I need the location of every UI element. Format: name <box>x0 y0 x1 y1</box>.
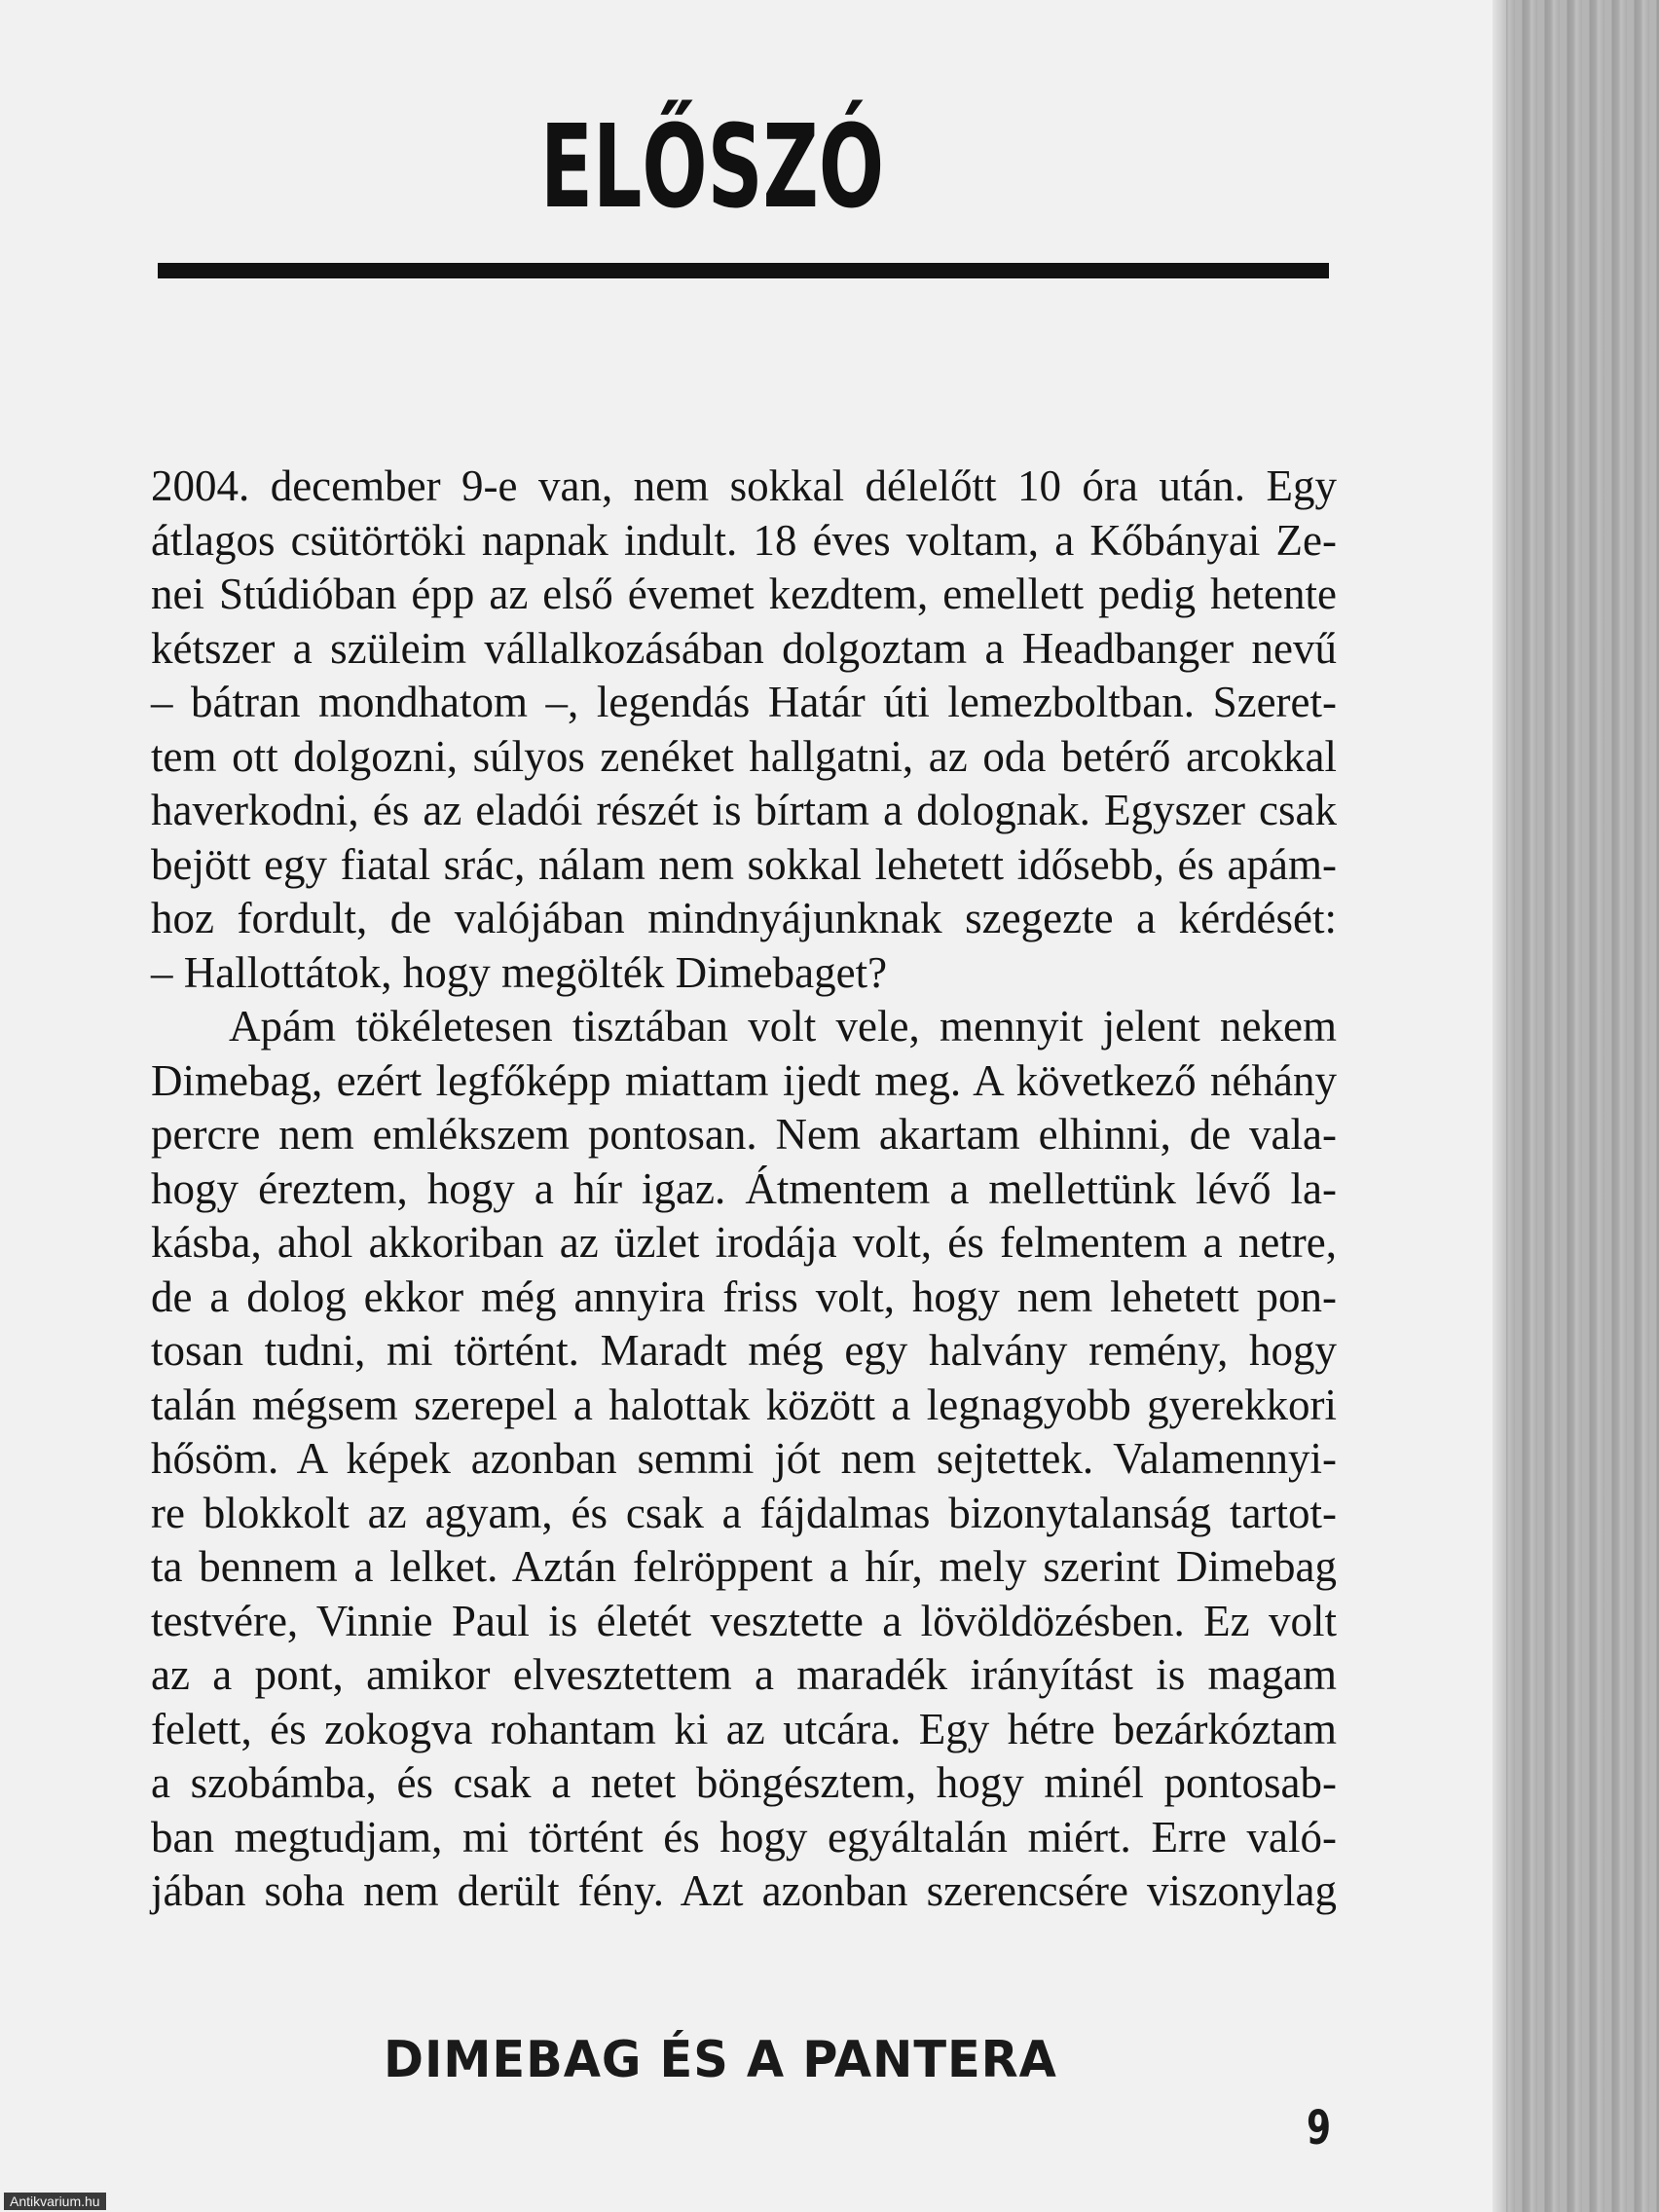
text-line: – bátran mondhatom –, legendás Határ úti lemezboltban. Szeret- <box>151 678 1337 726</box>
text-line: felett, és zokogva rohantam ki az utcára. Egy hétre bezárkóztam <box>151 1704 1337 1753</box>
text-line: percre nem emlékszem pontosan. Nem akartam elhinni, de vala- <box>151 1110 1337 1159</box>
text-line: hogy éreztem, hogy a hír igaz. Átmentem a mellettünk lévő la- <box>151 1163 1337 1213</box>
book-binding-edge <box>1493 0 1659 2212</box>
text-line: hoz fordult, de valójában mindnyájunknak szegezte a kérdését: <box>151 894 1337 942</box>
page-number: 9 <box>1307 2101 1332 2156</box>
text-line: kétszer a szüleim vállalkozásában dolgoztam a Headbanger nevű <box>151 623 1337 673</box>
text-line: a szobámba, és csak a netet böngésztem, hogy minél pontosab- <box>151 1758 1337 1807</box>
text-line: testvére, Vinnie Paul is életét vesztette a lövöldözésben. Ez volt <box>151 1596 1337 1645</box>
title-rule <box>158 263 1329 278</box>
text-line: talán mégsem szerepel a halottak között a legnagyobb gyerekkori <box>151 1380 1337 1429</box>
text-line: az a pont, amikor elvesztettem a maradék irányítást is magam <box>151 1650 1337 1699</box>
text-line: Dimebag, ezért legfőképp miattam ijedt meg. A következő néhány <box>151 1055 1337 1105</box>
text-line: jában soha nem derült fény. Azt azonban szerencsére viszonylag <box>151 1866 1337 1915</box>
text-line: – Hallottátok, hogy megölték Dimebaget? <box>151 947 888 997</box>
text-line: Apám tökéletesen tisztában volt vele, mennyit jelent nekem <box>229 1002 1337 1051</box>
text-line: haverkodni, és az eladói részét is bírtam a dolognak. Egyszer csak <box>151 786 1337 834</box>
text-line: kásba, ahol akkoriban az üzlet irodája volt, és felmentem a netre, <box>151 1218 1337 1267</box>
running-footer-book-title: DIMEBAG ÉS A PANTERA <box>384 2031 1057 2089</box>
chapter-title: ELŐSZÓ <box>540 99 885 234</box>
text-line: átlagos csütörtöki napnak indult. 18 éves voltam, a Kőbányai Ze- <box>151 515 1337 565</box>
text-line: re blokkolt az agyam, és csak a fájdalmas bizonytalanság tartot- <box>151 1488 1337 1537</box>
body-text <box>151 460 1337 1919</box>
text-line: de a dolog ekkor még annyira friss volt, hogy nem lehetett pon- <box>151 1272 1337 1321</box>
text-line: bejött egy fiatal srác, nálam nem sokkal lehetett idősebb, és apám- <box>151 839 1337 889</box>
text-line: nei Stúdióban épp az első évemet kezdtem, emellett pedig hetente <box>151 570 1337 618</box>
text-line: tem ott dolgozni, súlyos zenéket hallgatni, az oda betérő arcokkal <box>151 731 1337 781</box>
text-line: ta bennem a lelket. Aztán felröppent a hír, mely szerint Dimebag <box>151 1542 1337 1591</box>
text-line: 2004. december 9-e van, nem sokkal délelőtt 10 óra után. Egy <box>151 461 1337 510</box>
text-line: ban megtudjam, mi történt és hogy egyáltalán miért. Erre való- <box>151 1812 1337 1862</box>
watermark: Antikvarium.hu <box>4 2193 106 2210</box>
text-line: hősöm. A képek azonban semmi jót nem sejtettek. Valamennyi- <box>151 1434 1337 1483</box>
text-line: tosan tudni, mi történt. Maradt még egy halvány remény, hogy <box>151 1326 1337 1375</box>
